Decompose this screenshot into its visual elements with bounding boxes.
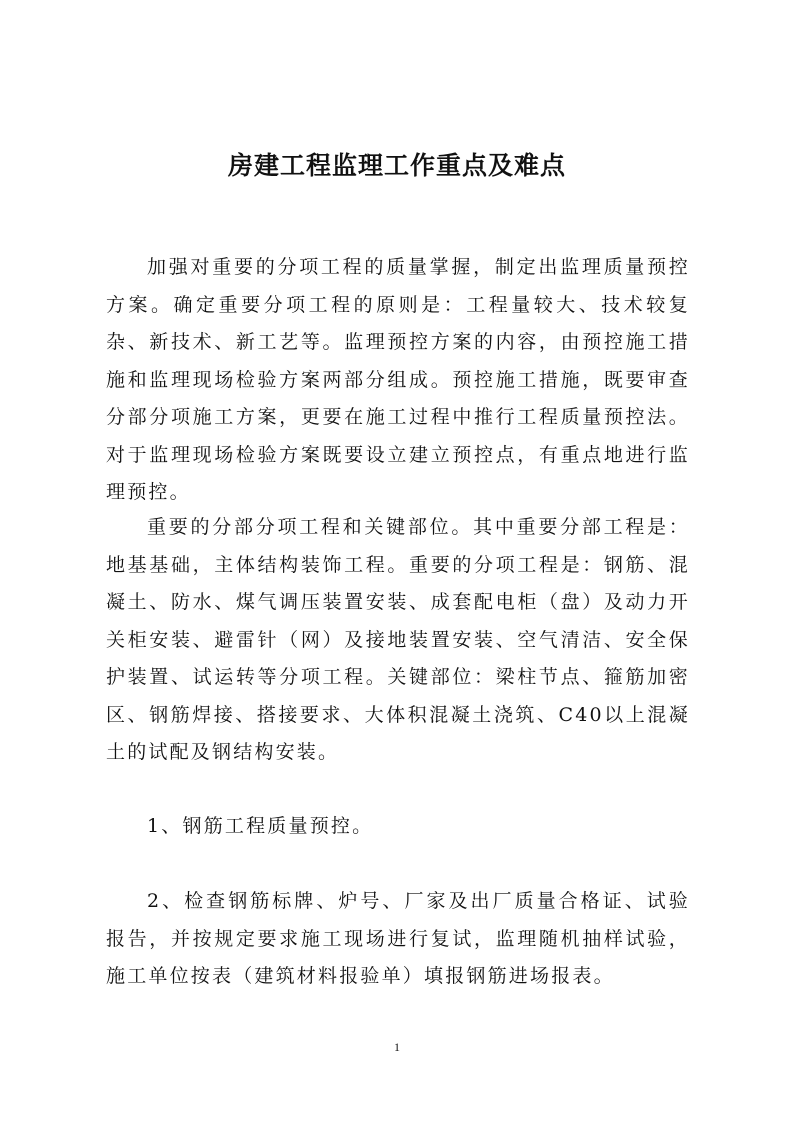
- document-title: 房建工程监理工作重点及难点: [227, 151, 566, 180]
- paragraph-quality-control-plan: 加强对重要的分项工程的质量掌握，制定出监理质量预控方案。确定重要分项工程的原则是：工程量较大、技术较复杂、新技术、新工艺等。监理预控方案的内容，由预控施工措施和监理现场检验方案两部分组成。预控施工措施，既要审查分部分项施工方案，更要在施工过程中推行工程质量预控法。对于监理现场检验方案既要设立建立预控点，有重点地进行监理预控。: [106, 256, 690, 503]
- paragraph-key-works-and-positions: 重要的分部分项工程和关键部位。其中重要分部工程是：地基基础，主体结构装饰工程。重要的分项工程是：钢筋、混凝土、防水、煤气调压装置安装、成套配电柜（盘）及动力开关柜安装、避雷针（网）及接地装置安装、空气清洁、安全保护装置、试运转等分项工程。关键部位：梁柱节点、箍筋加密区、钢筋焊接、搭接要求、大体积混凝土浇筑、C40以上混凝土的试配及钢结构安装。: [106, 516, 690, 763]
- paragraph-item-rebar-quality: 1、钢筋工程质量预控。: [147, 815, 374, 837]
- page-number: 1: [394, 1040, 400, 1054]
- paragraph-item-rebar-inspection: 2、检查钢筋标牌、炉号、厂家及出厂质量合格证、试验报告，并按规定要求施工现场进行复试，监理随机抽样试验，施工单位按表（建筑材料报验单）填报钢筋进场报表。: [106, 890, 690, 987]
